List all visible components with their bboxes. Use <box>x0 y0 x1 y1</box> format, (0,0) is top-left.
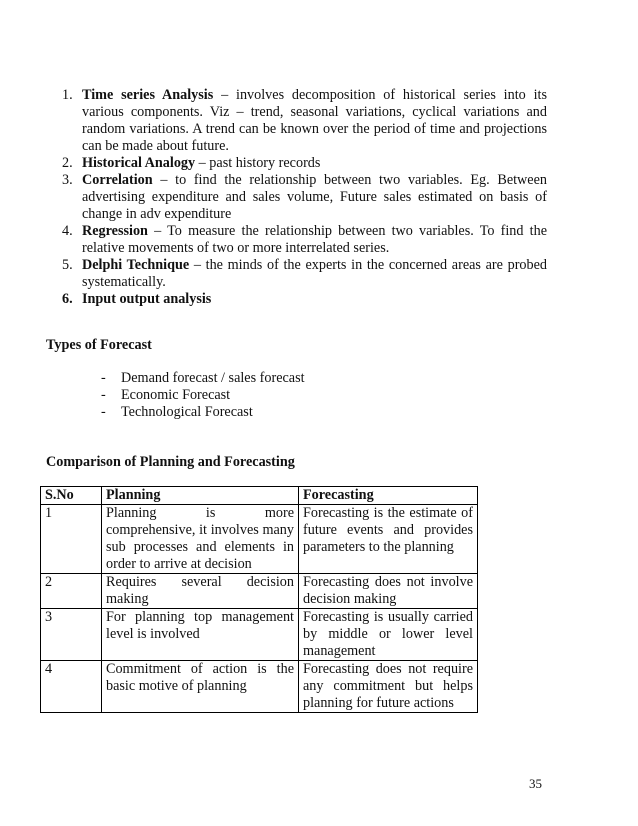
list-item <box>101 370 305 387</box>
table-row <box>41 609 478 661</box>
method-term: Time series Analysis <box>82 87 214 103</box>
dash-bullet: - <box>101 387 106 403</box>
cell-forecasting: Forecasting does not require any commitment but helps planning for future actions <box>299 661 478 713</box>
list-number: 3. <box>62 172 73 188</box>
method-description: – involves decomposition of historical series into its various components. Viz – trend, seasonal variations, cyclical variations and random variations. A trend can be known over the period of time and projections can be made about future. <box>82 87 547 154</box>
method-description: – the minds of the experts in the concerned areas are probed systematically. <box>82 257 547 290</box>
method-term: Regression <box>82 223 148 239</box>
cell-planning: For planning top management level is involved <box>102 609 299 661</box>
header-planning: Planning <box>102 487 299 505</box>
forecasting-methods-list <box>62 87 547 308</box>
types-of-forecast-heading: Types of Forecast <box>46 337 152 353</box>
method-term: Historical Analogy <box>82 155 196 171</box>
table-row <box>41 661 478 713</box>
cell-sno: 4 <box>41 661 102 713</box>
list-item <box>101 387 305 404</box>
header-forecasting: Forecasting <box>299 487 478 505</box>
list-number: 5. <box>62 257 73 273</box>
cell-sno: 2 <box>41 574 102 609</box>
cell-sno: 3 <box>41 609 102 661</box>
cell-planning: Planning is more comprehensive, it involves many sub processes and elements in order to arrive at decision <box>102 505 299 574</box>
method-term: Input output analysis <box>82 291 212 307</box>
table-row <box>41 574 478 609</box>
comparison-table <box>40 486 478 713</box>
list-item <box>62 172 547 223</box>
forecast-type-label: Technological Forecast <box>121 404 253 420</box>
comparison-heading: Comparison of Planning and Forecasting <box>46 454 295 470</box>
method-description: – to find the relationship between two variables. Eg. Between advertising expenditure and sales volume, Future sales estimated on basis of change in adv expenditure <box>82 172 547 222</box>
list-item <box>62 291 547 308</box>
forecast-type-label: Economic Forecast <box>121 387 231 403</box>
forecast-types-list <box>101 370 305 421</box>
dash-bullet: - <box>101 404 106 420</box>
cell-forecasting: Forecasting does not involve decision making <box>299 574 478 609</box>
list-item <box>62 155 547 172</box>
list-number: 6. <box>62 291 73 307</box>
cell-forecasting: Forecasting is usually carried by middle or lower level management <box>299 609 478 661</box>
page-number: 35 <box>529 776 542 791</box>
header-sno: S.No <box>41 487 102 505</box>
list-item <box>62 257 547 291</box>
cell-planning: Commitment of action is the basic motive of planning <box>102 661 299 713</box>
method-term: Delphi Technique <box>82 257 190 273</box>
method-description: – past history records <box>195 155 321 171</box>
cell-planning: Requires several decision making <box>102 574 299 609</box>
table-header-row <box>41 487 478 505</box>
forecast-type-label: Demand forecast / sales forecast <box>121 370 305 386</box>
dash-bullet: - <box>101 370 106 386</box>
list-item <box>101 404 305 421</box>
list-number: 1. <box>62 87 73 103</box>
cell-sno: 1 <box>41 505 102 574</box>
cell-forecasting: Forecasting is the estimate of future events and provides parameters to the planning <box>299 505 478 574</box>
method-term: Correlation <box>82 172 153 188</box>
list-number: 4. <box>62 223 73 239</box>
table-row <box>41 505 478 574</box>
method-description: – To measure the relationship between two variables. To find the relative movements of two or more interrelated series. <box>82 223 547 256</box>
list-number: 2. <box>62 155 73 171</box>
list-item <box>62 87 547 155</box>
list-item <box>62 223 547 257</box>
